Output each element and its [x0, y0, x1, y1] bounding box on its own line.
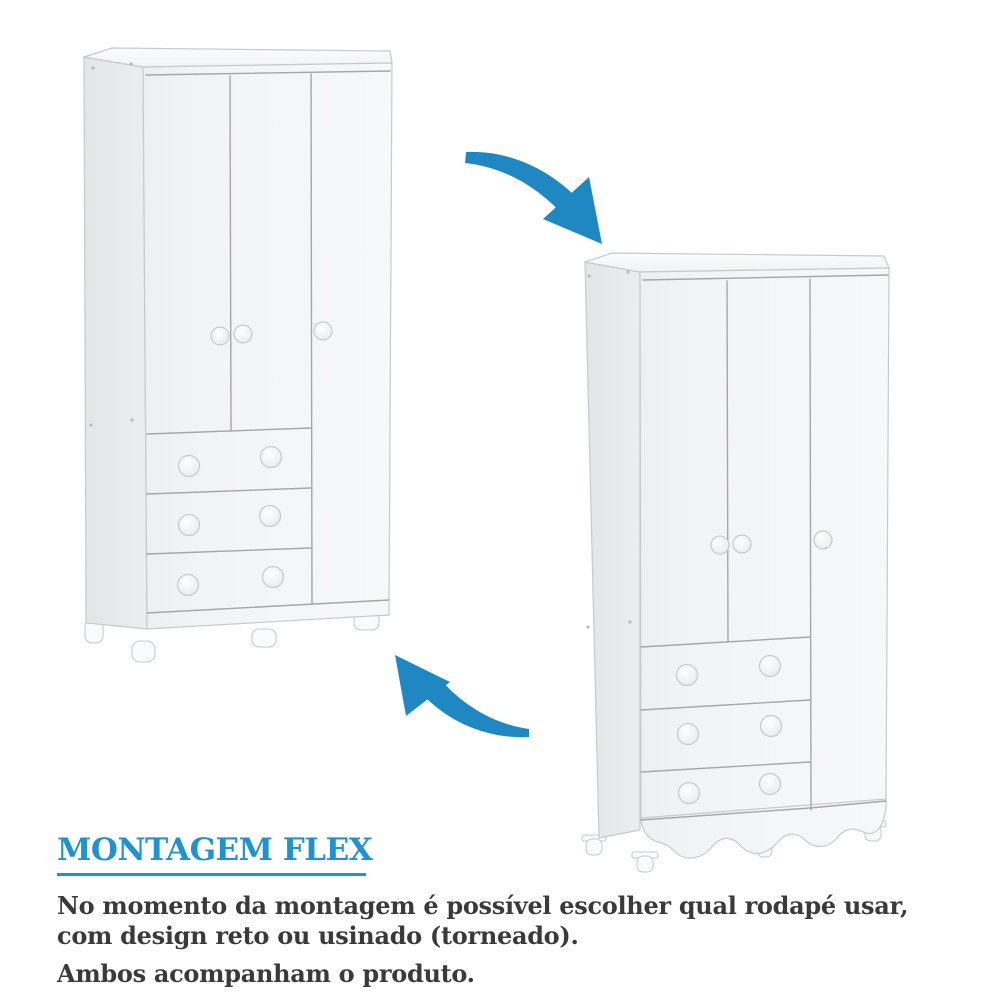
section-title: MONTAGEM FLEX — [57, 832, 373, 868]
caption-line-1: No momento da montagem é possível escolher qual rodapé usar, — [57, 890, 909, 920]
title-underline — [57, 873, 366, 876]
curved-arrow-up-left-icon — [395, 655, 529, 737]
caption-line-3: Ambos acompanham o produto. — [57, 958, 475, 988]
right-wardrobe — [582, 253, 889, 872]
caption-line-2: com design reto ou usinado (torneado). — [57, 920, 579, 950]
left-wardrobe-front-panel — [143, 63, 392, 629]
curved-arrow-down-right-icon — [465, 152, 602, 244]
left-wardrobe — [84, 48, 392, 662]
left-wardrobe-side-panel — [84, 57, 147, 629]
right-wardrobe-side-panel — [585, 262, 640, 838]
right-wardrobe-front-panel — [640, 268, 889, 820]
caption-block — [57, 834, 957, 989]
